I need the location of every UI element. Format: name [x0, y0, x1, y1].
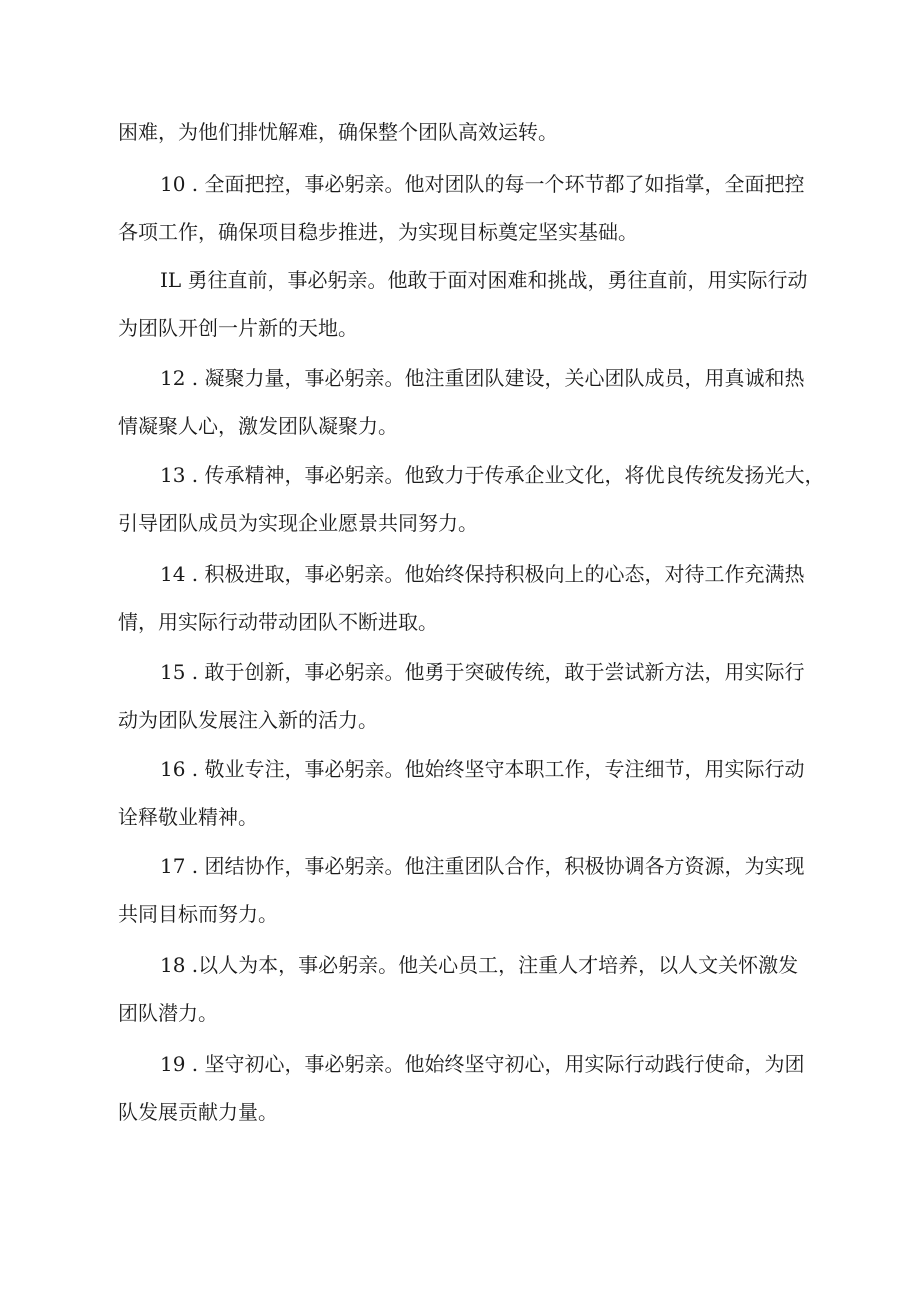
paragraph-12-line-2: 情凝聚人心，激发团队凝聚力。 [118, 414, 398, 438]
paragraph-18-line-2: 团队潜力。 [118, 1001, 218, 1025]
paragraph-15-line-1: 15 . 敢于创新，事必躬亲。他勇于突破传统，敢于尝试新方法，用实际行 [160, 660, 805, 684]
paragraph-10-line-2: 各项工作，确保项目稳步推进，为实现目标奠定坚实基础。 [118, 220, 638, 244]
paragraph-10-line-1: 10 . 全面把控，事必躬亲。他对团队的每一个环节都了如指掌，全面把控 [160, 172, 805, 196]
paragraph-13-line-2: 引导团队成员为实现企业愿景共同努力。 [118, 511, 478, 535]
paragraph-17-line-2: 共同目标而努力。 [118, 902, 278, 926]
paragraph-16-line-1: 16 . 敬业专注，事必躬亲。他始终坚守本职工作，专注细节，用实际行动 [160, 757, 805, 781]
paragraph-14-line-1: 14 . 积极进取，事必躬亲。他始终保持积极向上的心态，对待工作充满热 [160, 562, 805, 586]
paragraph-9-line-2: 困难，为他们排忧解难，确保整个团队高效运转。 [118, 120, 558, 144]
paragraph-11-line-1: IL 勇往直前，事必躬亲。他敢于面对困难和挑战，勇往直前，用实际行动 [160, 268, 808, 292]
paragraph-11-line-2: 为团队开创一片新的天地。 [118, 316, 358, 340]
paragraph-13-line-1: 13 . 传承精神，事必躬亲。他致力于传承企业文化，将优良传统发扬光大， [160, 463, 825, 487]
paragraph-18-line-1: 18 .以人为本，事必躬亲。他关心员工，注重人才培养，以人文关怀激发 [160, 953, 799, 977]
paragraph-15-line-2: 动为团队发展注入新的活力。 [118, 708, 378, 732]
paragraph-19-line-2: 队发展贡献力量。 [118, 1100, 278, 1124]
paragraph-12-line-1: 12 . 凝聚力量，事必躬亲。他注重团队建设，关心团队成员，用真诚和热 [160, 366, 805, 390]
paragraph-16-line-2: 诠释敬业精神。 [118, 805, 258, 829]
paragraph-14-line-2: 情，用实际行动带动团队不断进取。 [118, 610, 438, 634]
paragraph-17-line-1: 17 . 团结协作，事必躬亲。他注重团队合作，积极协调各方资源，为实现 [160, 854, 805, 878]
paragraph-19-line-1: 19 . 坚守初心，事必躬亲。他始终坚守初心，用实际行动践行使命，为团 [160, 1052, 805, 1076]
